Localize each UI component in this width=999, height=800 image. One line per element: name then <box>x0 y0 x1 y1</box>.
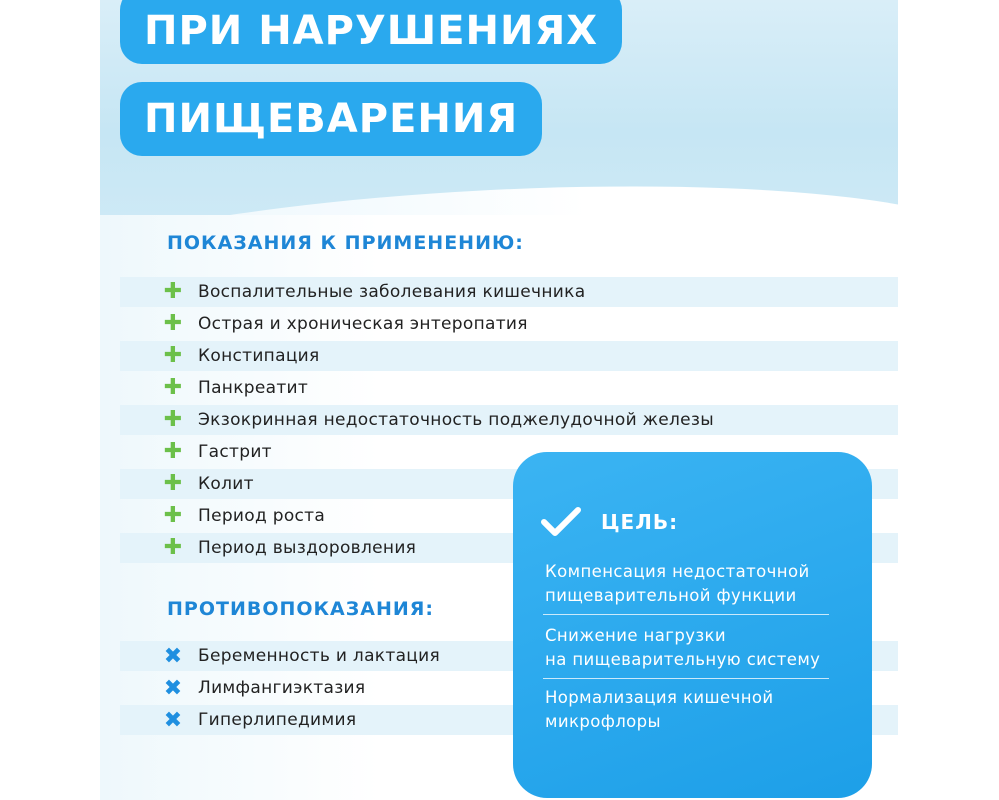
plus-icon: ✚ <box>163 279 183 304</box>
indication-text: Воспалительные заболевания кишечника <box>198 282 586 302</box>
indication-item <box>120 309 898 339</box>
contraindications-heading: ПРОТИВОПОКАЗАНИЯ: <box>167 598 434 620</box>
goal-item-line: Снижение нагрузки <box>545 626 727 645</box>
plus-icon: ✚ <box>163 311 183 336</box>
goal-item <box>545 686 845 734</box>
indication-item <box>120 373 898 403</box>
indication-item <box>120 341 898 371</box>
plus-icon: ✚ <box>163 375 183 400</box>
title-line-1: ПРИ НАРУШЕНИЯХ <box>120 0 622 64</box>
indication-text: Констипация <box>198 346 320 366</box>
plus-icon: ✚ <box>163 439 183 464</box>
indication-text: Острая и хроническая энтеропатия <box>198 314 528 334</box>
info-card <box>100 0 898 800</box>
indication-item <box>120 277 898 307</box>
plus-icon: ✚ <box>163 503 183 528</box>
indication-text: Период роста <box>198 506 326 526</box>
indication-text: Гастрит <box>198 442 272 462</box>
contraindication-text: Беременность и лактация <box>198 646 441 666</box>
title-line-2: ПИЩЕВАРЕНИЯ <box>120 82 542 156</box>
cross-icon: ✖ <box>163 643 183 669</box>
indication-text: Панкреатит <box>198 378 309 398</box>
goal-item-line: Нормализация кишечной <box>545 688 774 707</box>
goal-divider <box>543 678 829 679</box>
cross-icon: ✖ <box>163 707 183 733</box>
plus-icon: ✚ <box>163 343 183 368</box>
goal-header <box>541 507 678 537</box>
contraindication-text: Гиперлипедимия <box>198 710 357 730</box>
plus-icon: ✚ <box>163 407 183 432</box>
goal-item-line: Компенсация недостаточной <box>545 562 810 581</box>
goal-heading: ЦЕЛЬ: <box>601 510 679 534</box>
goal-item-line: пищеварительной функции <box>545 586 797 605</box>
goal-panel <box>513 452 872 798</box>
indication-text: Колит <box>198 474 254 494</box>
goal-item <box>545 624 845 672</box>
indications-heading: ПОКАЗАНИЯ К ПРИМЕНЕНИЮ: <box>167 232 524 254</box>
contraindication-text: Лимфангиэктазия <box>198 678 366 698</box>
plus-icon: ✚ <box>163 471 183 496</box>
indication-item <box>120 405 898 435</box>
goal-item-line: на пищеварительную систему <box>545 650 821 669</box>
checkmark-icon <box>541 507 581 537</box>
goal-item-line: микрофлоры <box>545 712 661 731</box>
cross-icon: ✖ <box>163 675 183 701</box>
goal-divider <box>543 614 829 615</box>
indication-text: Период выздоровления <box>198 538 417 558</box>
plus-icon: ✚ <box>163 535 183 560</box>
goal-item <box>545 560 845 608</box>
indication-text: Экзокринная недостаточность поджелудочной железы <box>198 410 714 430</box>
